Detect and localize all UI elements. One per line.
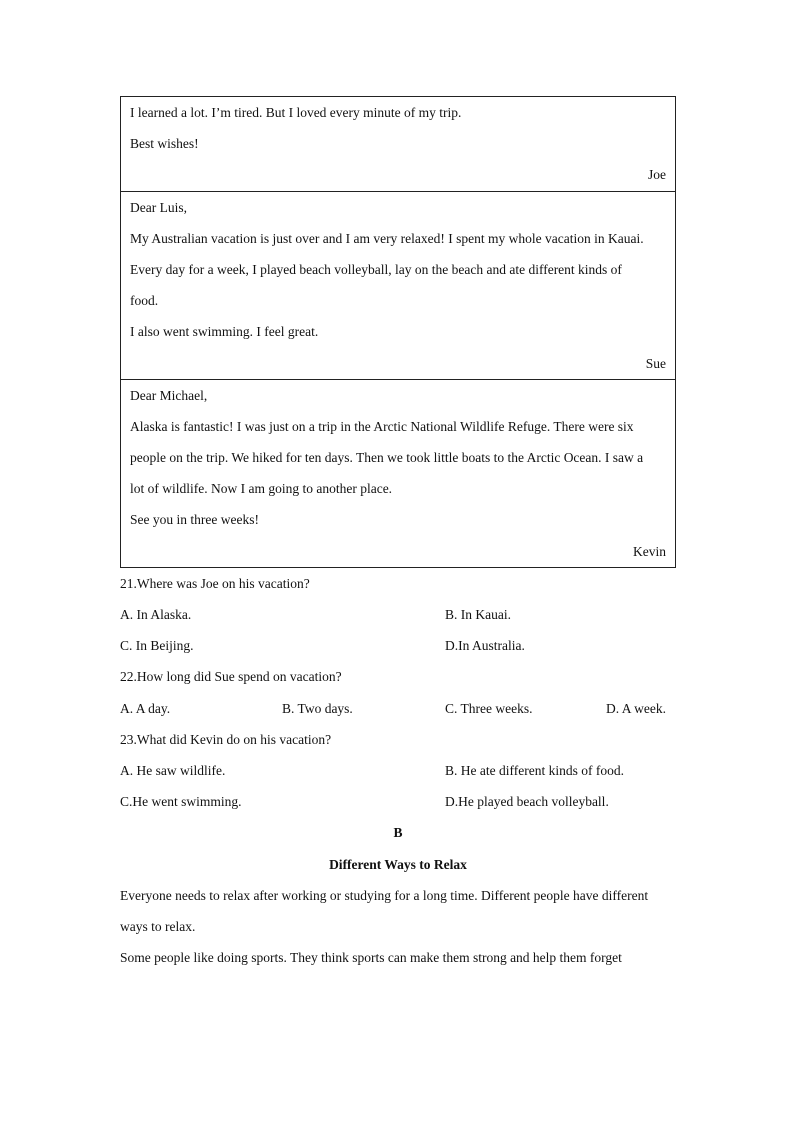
letter-line: See you in three weeks! (130, 512, 259, 528)
option-c[interactable]: C. In Beijing. (120, 638, 194, 654)
option-d[interactable]: D.In Australia. (445, 638, 525, 654)
letter-line: people on the trip. We hiked for ten days. Then we took little boats to the Arctic Ocean. I saw a (130, 450, 644, 466)
letter-greeting: Dear Michael, (130, 387, 208, 403)
question-stem: 23.What did Kevin do on his vacation? (120, 731, 332, 747)
paragraph-line: Some people like doing sports. They think sports can make them strong and help them forget (120, 950, 622, 966)
letter-joe (121, 97, 675, 191)
option-row (120, 755, 676, 786)
letter-line: Best wishes! (130, 136, 199, 152)
letter-line: I also went swimming. I feel great. (130, 324, 319, 340)
letter-signature: Sue (645, 355, 666, 371)
question-22 (120, 661, 676, 723)
letter-signature: Joe (648, 167, 666, 183)
letters-table (120, 96, 676, 568)
letter-line: food. (130, 293, 159, 309)
letter-greeting: Dear Luis, (130, 199, 187, 215)
option-row (120, 786, 676, 817)
question-stem: 22.How long did Sue spend on vacation? (120, 669, 342, 685)
option-a[interactable]: A. He saw wildlife. (120, 762, 226, 778)
option-b[interactable]: B. In Kauai. (445, 607, 511, 622)
section-title: Different Ways to Relax (329, 856, 467, 872)
letter-kevin (121, 379, 675, 567)
paragraph-line: Everyone needs to relax after working or studying for a long time. Different people have different (120, 887, 649, 903)
question-stem: 21.Where was Joe on his vacation? (120, 575, 310, 591)
section-letter: B (393, 825, 403, 841)
option-row (120, 599, 676, 630)
option-b[interactable]: B. He ate different kinds of food. (445, 762, 624, 778)
letter-line: lot of wildlife. Now I am going to another place. (130, 481, 393, 497)
letter-line: Alaska is fantastic! I was just on a trip in the Arctic National Wildlife Refuge. There were six (130, 418, 634, 434)
letter-signature: Kevin (633, 543, 666, 559)
option-d[interactable]: D. A week. (606, 700, 666, 716)
option-a[interactable]: A. In Alaska. (120, 607, 192, 622)
paragraph-line: ways to relax. (120, 918, 196, 934)
option-row (120, 630, 676, 661)
question-23 (120, 724, 676, 818)
option-d[interactable]: D.He played beach volleyball. (445, 794, 609, 810)
option-c[interactable]: C. Three weeks. (445, 700, 533, 716)
letter-line: My Australian vacation is just over and I am very relaxed! I spent my whole vacation in Kauai. (130, 230, 644, 246)
letter-line: Every day for a week, I played beach volleyball, lay on the beach and ate different kinds of (130, 261, 622, 277)
question-21 (120, 568, 676, 662)
option-c[interactable]: C.He went swimming. (120, 794, 242, 810)
option-b[interactable]: B. Two days. (282, 700, 353, 716)
option-row (120, 693, 676, 724)
letter-sue (121, 191, 675, 379)
letter-line: I learned a lot. I’m tired. But I loved every minute of my trip. (130, 105, 462, 120)
option-a[interactable]: A. A day. (120, 700, 171, 716)
document-page (120, 96, 676, 973)
